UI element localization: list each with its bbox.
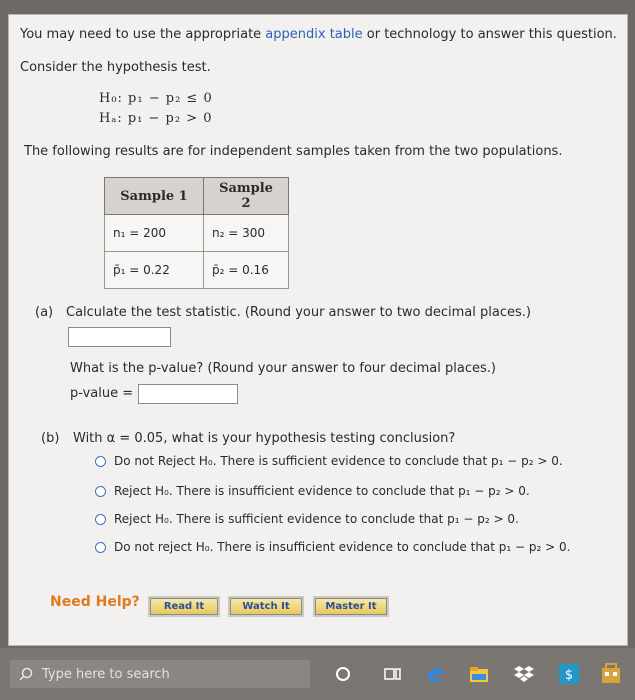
radio-button[interactable] <box>95 514 106 525</box>
store-icon[interactable] <box>557 662 581 686</box>
part-a-label: (a) <box>35 305 54 320</box>
table-header-row <box>105 178 289 215</box>
table-row <box>105 252 289 289</box>
table-cell-n2: n₂ = 300 <box>204 215 289 252</box>
table-cell-p2: p̄₂ = 0.16 <box>204 252 289 289</box>
radio-button[interactable] <box>95 486 106 497</box>
null-hypothesis: H₀: p₁ − p₂ ≤ 0 <box>99 91 213 106</box>
table-header-sample2: Sample 2 <box>204 178 289 215</box>
appendix-table-link[interactable]: appendix table <box>265 27 363 42</box>
conclusion-option-3[interactable] <box>95 512 519 526</box>
file-explorer-icon[interactable] <box>468 663 490 685</box>
part-b-question: With α = 0.05, what is your hypothesis testing conclusion? <box>73 431 456 446</box>
question-page <box>8 14 628 646</box>
master-it-button[interactable]: Master It <box>315 598 387 615</box>
results-text: The following results are for independent samples taken from the two populations. <box>24 144 563 159</box>
pvalue-input[interactable] <box>138 384 238 404</box>
table-cell-n1: n₁ = 200 <box>105 215 204 252</box>
intro-text <box>20 27 617 42</box>
radio-button[interactable] <box>95 542 106 553</box>
option-label: Reject H₀. There is insufficient evidence to conclude that p₁ − p₂ > 0. <box>114 484 530 498</box>
table-row <box>105 215 289 252</box>
option-label: Do not Reject H₀. There is sufficient evidence to conclude that p₁ − p₂ > 0. <box>114 454 563 468</box>
cortana-icon[interactable] <box>333 664 353 684</box>
sample-table <box>104 177 289 289</box>
option-label: Do not reject H₀. There is insufficient evidence to conclude that p₁ − p₂ > 0. <box>114 540 571 554</box>
intro-prefix: You may need to use the appropriate <box>20 27 266 42</box>
taskbar <box>0 648 635 700</box>
need-help-label: Need Help? <box>50 594 140 610</box>
taskbar-search[interactable] <box>10 660 310 688</box>
radio-button[interactable] <box>95 456 106 467</box>
conclusion-option-2[interactable] <box>95 484 530 498</box>
table-cell-p1: p̄₁ = 0.22 <box>105 252 204 289</box>
conclusion-option-4[interactable] <box>95 540 570 554</box>
part-a-question: Calculate the test statistic. (Round your answer to two decimal places.) <box>66 305 531 320</box>
pvalue-question: What is the p-value? (Round your answer to four decimal places.) <box>70 361 496 376</box>
option-label: Reject H₀. There is sufficient evidence to conclude that p₁ − p₂ > 0. <box>114 512 519 526</box>
alternative-hypothesis: Hₐ: p₁ − p₂ > 0 <box>99 111 213 126</box>
conclusion-option-1[interactable] <box>95 454 563 468</box>
edge-icon[interactable] <box>424 662 448 686</box>
part-b-label: (b) <box>41 431 60 446</box>
app-icon[interactable] <box>599 662 623 686</box>
svg-text:$: $ <box>564 668 574 683</box>
dropbox-icon[interactable] <box>513 663 535 685</box>
search-placeholder: Type here to search <box>42 666 170 682</box>
consider-text: Consider the hypothesis test. <box>20 60 211 75</box>
task-view-icon[interactable] <box>383 664 403 684</box>
read-it-button[interactable]: Read It <box>150 598 218 615</box>
intro-suffix: or technology to answer this question. <box>362 27 617 42</box>
table-header-sample1: Sample 1 <box>105 178 204 215</box>
search-icon <box>18 666 34 682</box>
test-statistic-input[interactable] <box>68 327 171 347</box>
watch-it-button[interactable]: Watch It <box>230 598 302 615</box>
pvalue-label: p-value = <box>70 386 134 401</box>
